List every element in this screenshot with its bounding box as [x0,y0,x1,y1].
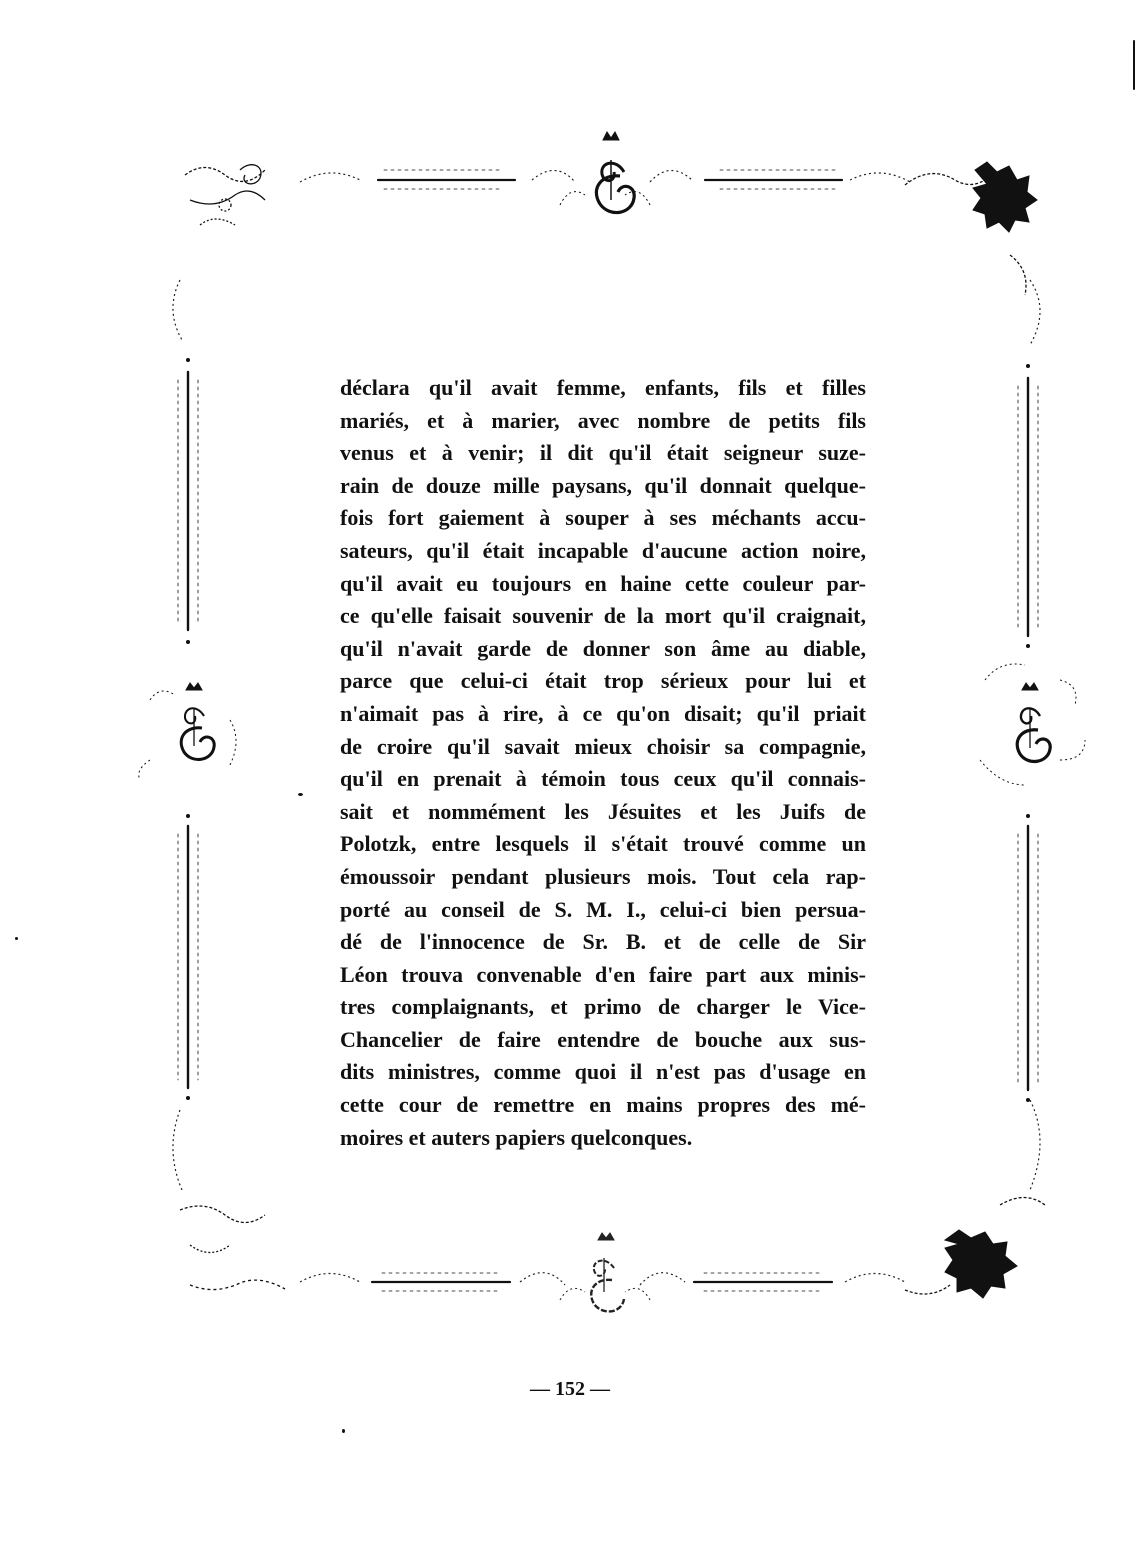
text-line: sait et nommément les Jésuites et les Juifs de [340,798,866,824]
text-line: émoussoir pendant plusieurs mois. Tout cela rap- [340,863,866,889]
right-upper-flourish [1030,280,1040,345]
corner-bottom-left-ornament [180,1206,285,1290]
text-line: rain de douze mille paysans, qu'il donnait quelque- [340,472,866,498]
text-line: dé de l'innocence de Sr. B. et de celle de Sir [340,929,866,955]
top-left-inner-flourish [532,170,575,182]
top-right-rule [705,170,842,189]
top-left-rule [378,170,515,189]
text-line: cette cour de remettre en mains propres des mé- [340,1092,866,1118]
text-line: venus et à venir; il dit qu'il était seigneur suze- [340,440,866,466]
left-monogram-crest [139,683,236,780]
bottom-rules [372,1273,832,1545]
bottom-right-inner-flourish [640,1273,685,1285]
bottom-left-flourish [300,1274,360,1283]
ink-speck [298,793,303,796]
top-monogram-crest [560,132,650,213]
body-text [340,372,866,1154]
ink-speck [1133,40,1135,90]
text-line: Polotzk, entre lesquels il s'était trouvé comme un [340,831,866,857]
left-lower-flourish [173,1110,182,1190]
corner-top-right-ornament [905,162,1037,295]
top-right-inner-flourish [650,170,692,182]
bottom-monogram-crest [560,1233,650,1311]
corner-bottom-right-ornament [905,1198,1045,1299]
text-line: qu'il en prenait à témoin tous ceux qu'il connais- [340,766,866,792]
text-line: Chancelier de faire entendre de bouche aux sus- [340,1026,866,1052]
bottom-right-flourish [845,1274,905,1283]
top-right-flourish [850,173,910,182]
text-line: moires et auters papiers quelconques. [340,1124,693,1150]
ink-speck [342,1429,345,1433]
right-lower-flourish [1030,1100,1040,1190]
text-line: ce qu'elle faisait souvenir de la mort qu'il craignait, [340,603,866,629]
left-upper-flourish [173,280,182,340]
text-line: qu'il n'avait garde de donner son âme au diable, [340,635,866,661]
text-line: fois fort gaiement à souper à ses méchants accu- [340,505,866,531]
text-line: tres complaignants, et primo de charger le Vice- [340,994,866,1020]
text-line: de croire qu'il savait mieux choisir sa compagnie, [340,733,866,759]
text-line: déclara qu'il avait femme, enfants, fils et filles [340,375,866,400]
page-number: — 152 — [530,1378,610,1400]
text-line: porté au conseil de S. M. I., celui-ci bien persua- [340,896,866,922]
corner-top-left-ornament [185,165,265,225]
text-line: n'aimait pas à rire, à ce qu'on disait; qu'il priait [340,700,866,726]
text-line: parce que celui-ci était trop sérieux pour lui et [340,668,866,694]
text-line: sateurs, qu'il était incapable d'aucune action noire, [340,537,866,563]
right-monogram-crest [980,664,1085,785]
bottom-left-inner-flourish [520,1273,565,1285]
ink-speck [15,937,18,940]
text-line: Léon trouva convenable d'en faire part aux minis- [340,961,866,987]
text-line: qu'il avait eu toujours en haine cette couleur par- [340,570,866,596]
top-left-flourish [300,173,360,182]
text-line: dits ministres, comme quoi il n'est pas d'usage en [340,1059,866,1085]
text-line: mariés, et à marier, avec nombre de petits fils [340,407,866,433]
